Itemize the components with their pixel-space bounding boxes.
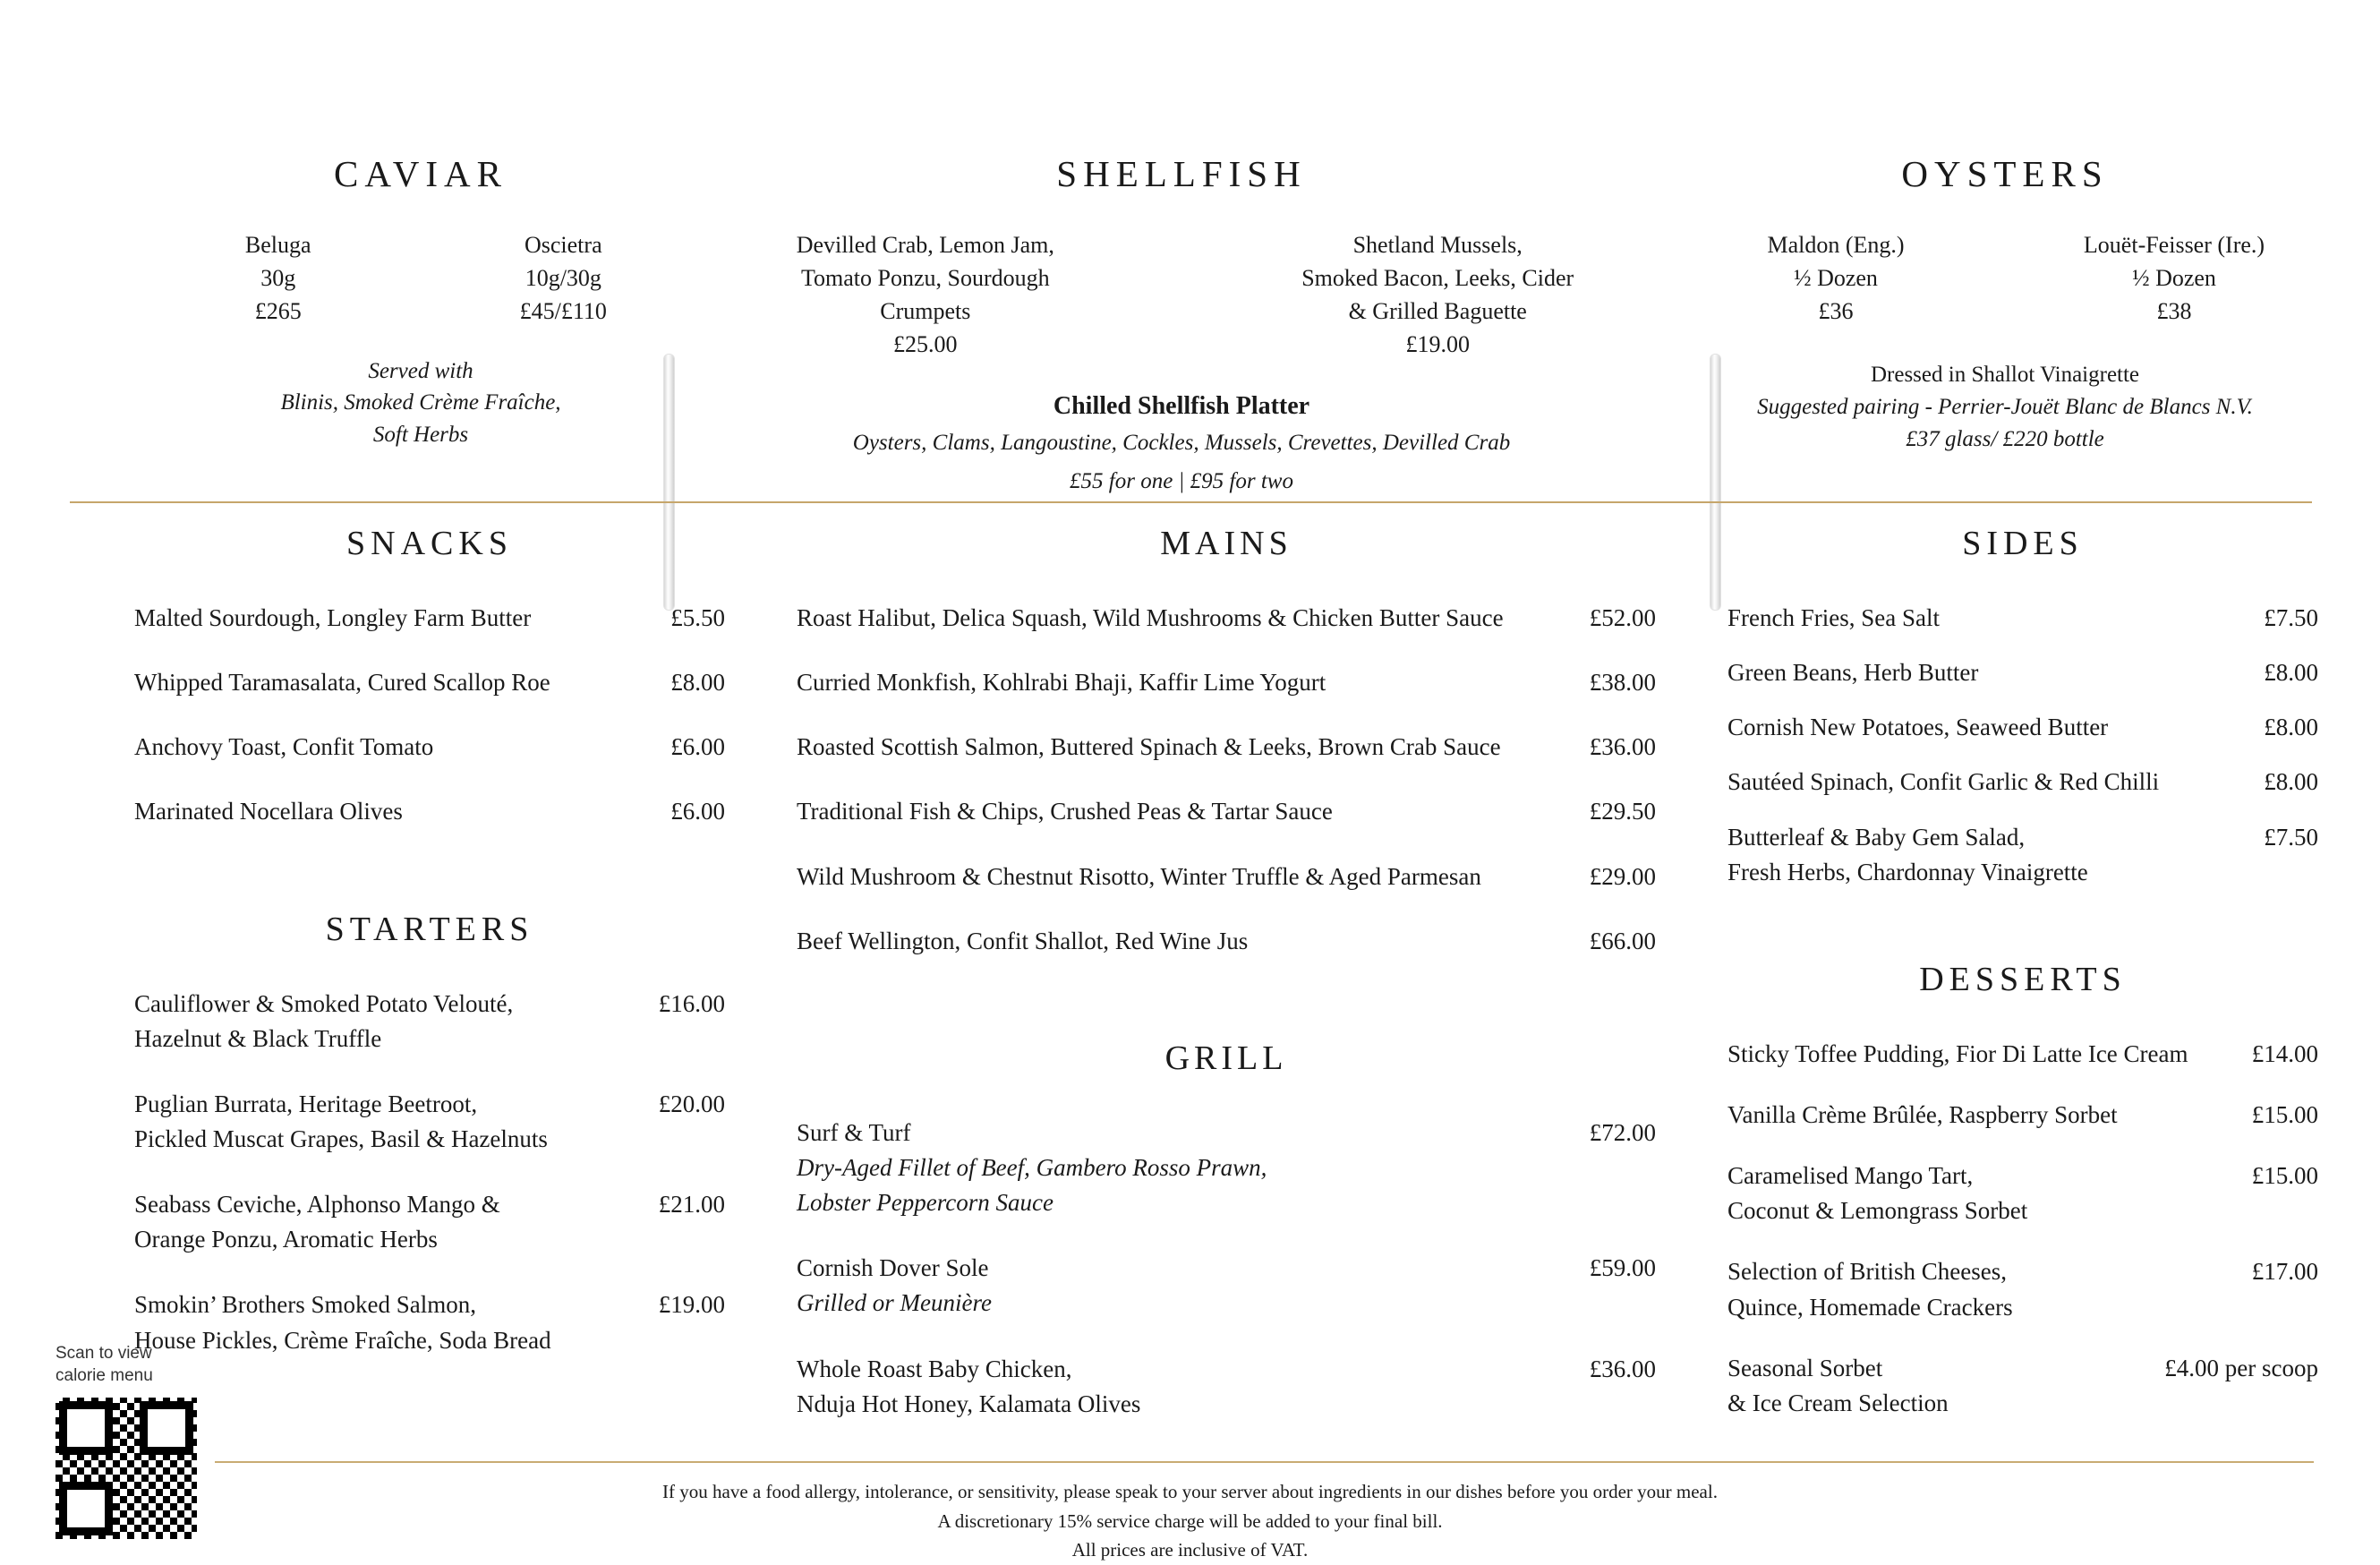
item-name: Butterleaf & Baby Gem Salad, Fresh Herbs, Chardonnay Vinaigrette xyxy=(1727,823,2088,885)
item-name: Roast Halibut, Delica Squash, Wild Mushrooms & Chicken Butter Sauce xyxy=(797,604,1504,631)
list-item xyxy=(134,1287,725,1357)
oysters-note-line2: Suggested pairing - Perrier-Jouët Blanc de Blancs N.V. xyxy=(1757,394,2253,419)
caviar-item-price: £45/£110 xyxy=(519,297,607,324)
item-price: £8.00 xyxy=(2264,714,2318,741)
shellfish-platter-price: £55 for one | £95 for two xyxy=(1070,469,1293,494)
shellfish-item-price: £25.00 xyxy=(893,330,958,357)
middle-column xyxy=(797,524,1656,1452)
shellfish-items xyxy=(707,229,1656,362)
item-name: Selection of British Cheeses, Quince, Homemade Crackers xyxy=(1727,1258,2013,1321)
oysters-item-price: £36 xyxy=(1818,297,1854,324)
item-price: £8.00 xyxy=(2264,659,2318,687)
item-price: £15.00 xyxy=(2251,1162,2318,1190)
item-price: £20.00 xyxy=(658,1090,725,1117)
caviar-item-name: Oscietra xyxy=(524,232,602,258)
item-name: Anchovy Toast, Confit Tomato xyxy=(134,733,434,761)
list-item xyxy=(1727,1159,2318,1228)
list-item xyxy=(797,1116,1656,1220)
item-price: £16.00 xyxy=(658,989,725,1017)
divider-bar-right xyxy=(1710,354,1721,611)
sides-heading: SIDES xyxy=(1962,525,2084,562)
right-column xyxy=(1727,524,2318,1447)
oysters-item-maldon xyxy=(1692,229,1980,329)
footer-notes xyxy=(0,1477,2380,1565)
list-item xyxy=(1727,820,2318,890)
item-name: Whipped Taramasalata, Cured Scallop Roe xyxy=(134,669,550,697)
item-price: £72.00 xyxy=(1589,1118,1656,1146)
horizontal-rule-top xyxy=(70,501,2312,503)
oysters-heading: OYSTERS xyxy=(1901,153,2109,194)
list-item xyxy=(797,730,1656,765)
footer-line-allergy: If you have a food allergy, intolerance, or sensitivity, please speak to your server about ingredients in our dishes before you order your meal. xyxy=(662,1481,1718,1502)
item-name-block xyxy=(797,1251,1557,1321)
list-item xyxy=(134,794,725,829)
oysters-item-name: Maldon (Eng.) xyxy=(1767,232,1905,258)
item-name: Cornish New Potatoes, Seaweed Butter xyxy=(1727,714,2109,741)
item-price: £19.00 xyxy=(658,1291,725,1319)
item-subtitle: Dry-Aged Fillet of Beef, Gambero Rosso Prawn, Lobster Peppercorn Sauce xyxy=(797,1153,1267,1217)
item-price: £7.50 xyxy=(2264,604,2318,631)
snacks-heading: SNACKS xyxy=(346,525,513,562)
list-item xyxy=(1727,1351,2318,1421)
item-name: Puglian Burrata, Heritage Beetroot, Pickled Muscat Grapes, Basil & Hazelnuts xyxy=(134,1090,548,1152)
caviar-heading: CAVIAR xyxy=(334,153,508,194)
list-item xyxy=(797,665,1656,700)
item-price: £59.00 xyxy=(1589,1254,1656,1282)
shellfish-platter-title: Chilled Shellfish Platter xyxy=(1053,391,1310,420)
item-price: £52.00 xyxy=(1589,604,1656,631)
item-price: £8.00 xyxy=(670,669,725,697)
item-price: £29.50 xyxy=(1589,798,1656,825)
oysters-note-line1: Dressed in Shallot Vinaigrette xyxy=(1870,362,2140,387)
list-item xyxy=(134,601,725,636)
list-item xyxy=(1727,1254,2318,1324)
list-item xyxy=(797,1352,1656,1422)
item-name: Malted Sourdough, Longley Farm Butter xyxy=(134,604,532,631)
shellfish-heading: SHELLFISH xyxy=(1056,153,1307,194)
item-price: £66.00 xyxy=(1589,927,1656,954)
list-item xyxy=(797,859,1656,894)
caviar-item-oscietra xyxy=(442,229,685,329)
list-item xyxy=(134,987,725,1056)
oysters-item-size: ½ Dozen xyxy=(2132,264,2216,291)
oysters-note xyxy=(1692,359,2318,457)
item-name: Caramelised Mango Tart, Coconut & Lemongrass Sorbet xyxy=(1727,1162,2028,1225)
list-item xyxy=(134,1087,725,1157)
item-price: £14.00 xyxy=(2251,1039,2318,1067)
item-name: French Fries, Sea Salt xyxy=(1727,604,1940,631)
item-price: £15.00 xyxy=(2251,1100,2318,1128)
caviar-item-size: 10g/30g xyxy=(525,264,601,291)
item-name: Green Beans, Herb Butter xyxy=(1727,659,1979,687)
item-price: £38.00 xyxy=(1589,669,1656,697)
shellfish-item-name: Shetland Mussels, Smoked Bacon, Leeks, Cider & Grilled Baguette xyxy=(1301,232,1574,324)
item-price: £6.00 xyxy=(670,733,725,761)
item-name: Cornish Dover Sole xyxy=(797,1254,989,1282)
list-item xyxy=(134,1187,725,1257)
item-name: Sautéed Spinach, Confit Garlic & Red Chilli xyxy=(1727,768,2160,796)
grill-heading: GRILL xyxy=(1164,1039,1288,1077)
caviar-items xyxy=(157,229,685,329)
oysters-item-price: £38 xyxy=(2156,297,2192,324)
item-subtitle: Grilled or Meunière xyxy=(797,1289,992,1317)
item-price: £36.00 xyxy=(1589,733,1656,761)
list-item xyxy=(1727,765,2318,800)
item-price: £21.00 xyxy=(658,1191,725,1219)
list-item xyxy=(797,1251,1656,1321)
list-item xyxy=(1727,710,2318,745)
list-item xyxy=(134,665,725,700)
item-name-block xyxy=(797,1116,1557,1220)
item-name: Surf & Turf xyxy=(797,1118,911,1146)
horizontal-rule-bottom xyxy=(215,1461,2314,1463)
caviar-served-with: Served with Blinis, Smoked Crème Fraîche, Soft Herbs xyxy=(280,358,561,447)
item-name: Roasted Scottish Salmon, Buttered Spinach & Leeks, Brown Crab Sauce xyxy=(797,733,1501,761)
item-price: £7.50 xyxy=(2264,823,2318,851)
caviar-section xyxy=(157,152,685,450)
list-item xyxy=(1727,1098,2318,1133)
caviar-item-name: Beluga xyxy=(244,232,311,258)
item-price: £4.00 per scoop xyxy=(2164,1354,2318,1381)
footer-line-vat: All prices are inclusive of VAT. xyxy=(1071,1539,1309,1561)
oysters-section xyxy=(1692,152,2318,456)
item-name: Traditional Fish & Chips, Crushed Peas & Tartar Sauce xyxy=(797,798,1333,825)
list-item xyxy=(1727,1037,2318,1072)
list-item xyxy=(1727,601,2318,636)
item-name: Whole Roast Baby Chicken, Nduja Hot Honey, Kalamata Olives xyxy=(797,1355,1141,1417)
caviar-item-price: £265 xyxy=(254,297,302,324)
list-item xyxy=(797,924,1656,959)
qr-caption: Scan to view calorie menu xyxy=(55,1344,153,1385)
oysters-item-size: ½ Dozen xyxy=(1794,264,1878,291)
oysters-item-name: Louët-Feisser (Ire.) xyxy=(2083,232,2265,258)
list-item xyxy=(1727,655,2318,690)
caviar-item-beluga xyxy=(157,229,399,329)
shellfish-item-devilled-crab xyxy=(707,229,1144,362)
item-price: £17.00 xyxy=(2251,1258,2318,1286)
item-name: Smokin’ Brothers Smoked Salmon, House Pickles, Crème Fraîche, Soda Bread xyxy=(134,1291,551,1354)
footer-line-service-charge: A discretionary 15% service charge will be added to your final bill. xyxy=(937,1509,1443,1532)
item-name: Beef Wellington, Confit Shallot, Red Wine Jus xyxy=(797,927,1249,954)
item-name: Curried Monkfish, Kohlrabi Bhaji, Kaffir Lime Yogurt xyxy=(797,669,1326,697)
shellfish-item-shetland-mussels xyxy=(1219,229,1656,362)
shellfish-section xyxy=(707,152,1656,499)
caviar-item-size: 30g xyxy=(260,264,296,291)
oysters-items xyxy=(1692,229,2318,329)
item-name: Marinated Nocellara Olives xyxy=(134,798,403,825)
item-name: Seabass Ceviche, Alphonso Mango & Orange Ponzu, Aromatic Herbs xyxy=(134,1191,500,1253)
starters-heading: STARTERS xyxy=(325,910,534,948)
shellfish-item-name: Devilled Crab, Lemon Jam, Tomato Ponzu, Sourdough Crumpets xyxy=(796,232,1054,324)
oysters-item-louet-feisser xyxy=(2030,229,2318,329)
shellfish-platter-desc: Oysters, Clams, Langoustine, Cockles, Mussels, Crevettes, Devilled Crab xyxy=(852,430,1511,455)
list-item xyxy=(797,794,1656,829)
item-price: £29.00 xyxy=(1589,862,1656,890)
item-price: £8.00 xyxy=(2264,768,2318,796)
item-name: Wild Mushroom & Chestnut Risotto, Winter Truffle & Aged Parmesan xyxy=(797,862,1481,890)
mains-heading: MAINS xyxy=(1160,525,1292,562)
desserts-heading: DESSERTS xyxy=(1919,960,2127,998)
shellfish-item-price: £19.00 xyxy=(1405,330,1470,357)
oysters-note-line3: £37 glass/ £220 bottle xyxy=(1906,427,2104,452)
item-name: Vanilla Crème Brûlée, Raspberry Sorbet xyxy=(1727,1100,2118,1128)
item-price: £5.50 xyxy=(670,604,725,631)
left-column xyxy=(134,524,725,1389)
item-price: £36.00 xyxy=(1589,1355,1656,1382)
item-name: Cauliflower & Smoked Potato Velouté, Hazelnut & Black Truffle xyxy=(134,989,514,1052)
item-price: £6.00 xyxy=(670,798,725,825)
list-item xyxy=(797,601,1656,636)
top-section xyxy=(0,152,2380,501)
item-name: Sticky Toffee Pudding, Fior Di Latte Ice Cream xyxy=(1727,1039,2188,1067)
list-item xyxy=(134,730,725,765)
item-name: Seasonal Sorbet & Ice Cream Selection xyxy=(1727,1354,1949,1416)
